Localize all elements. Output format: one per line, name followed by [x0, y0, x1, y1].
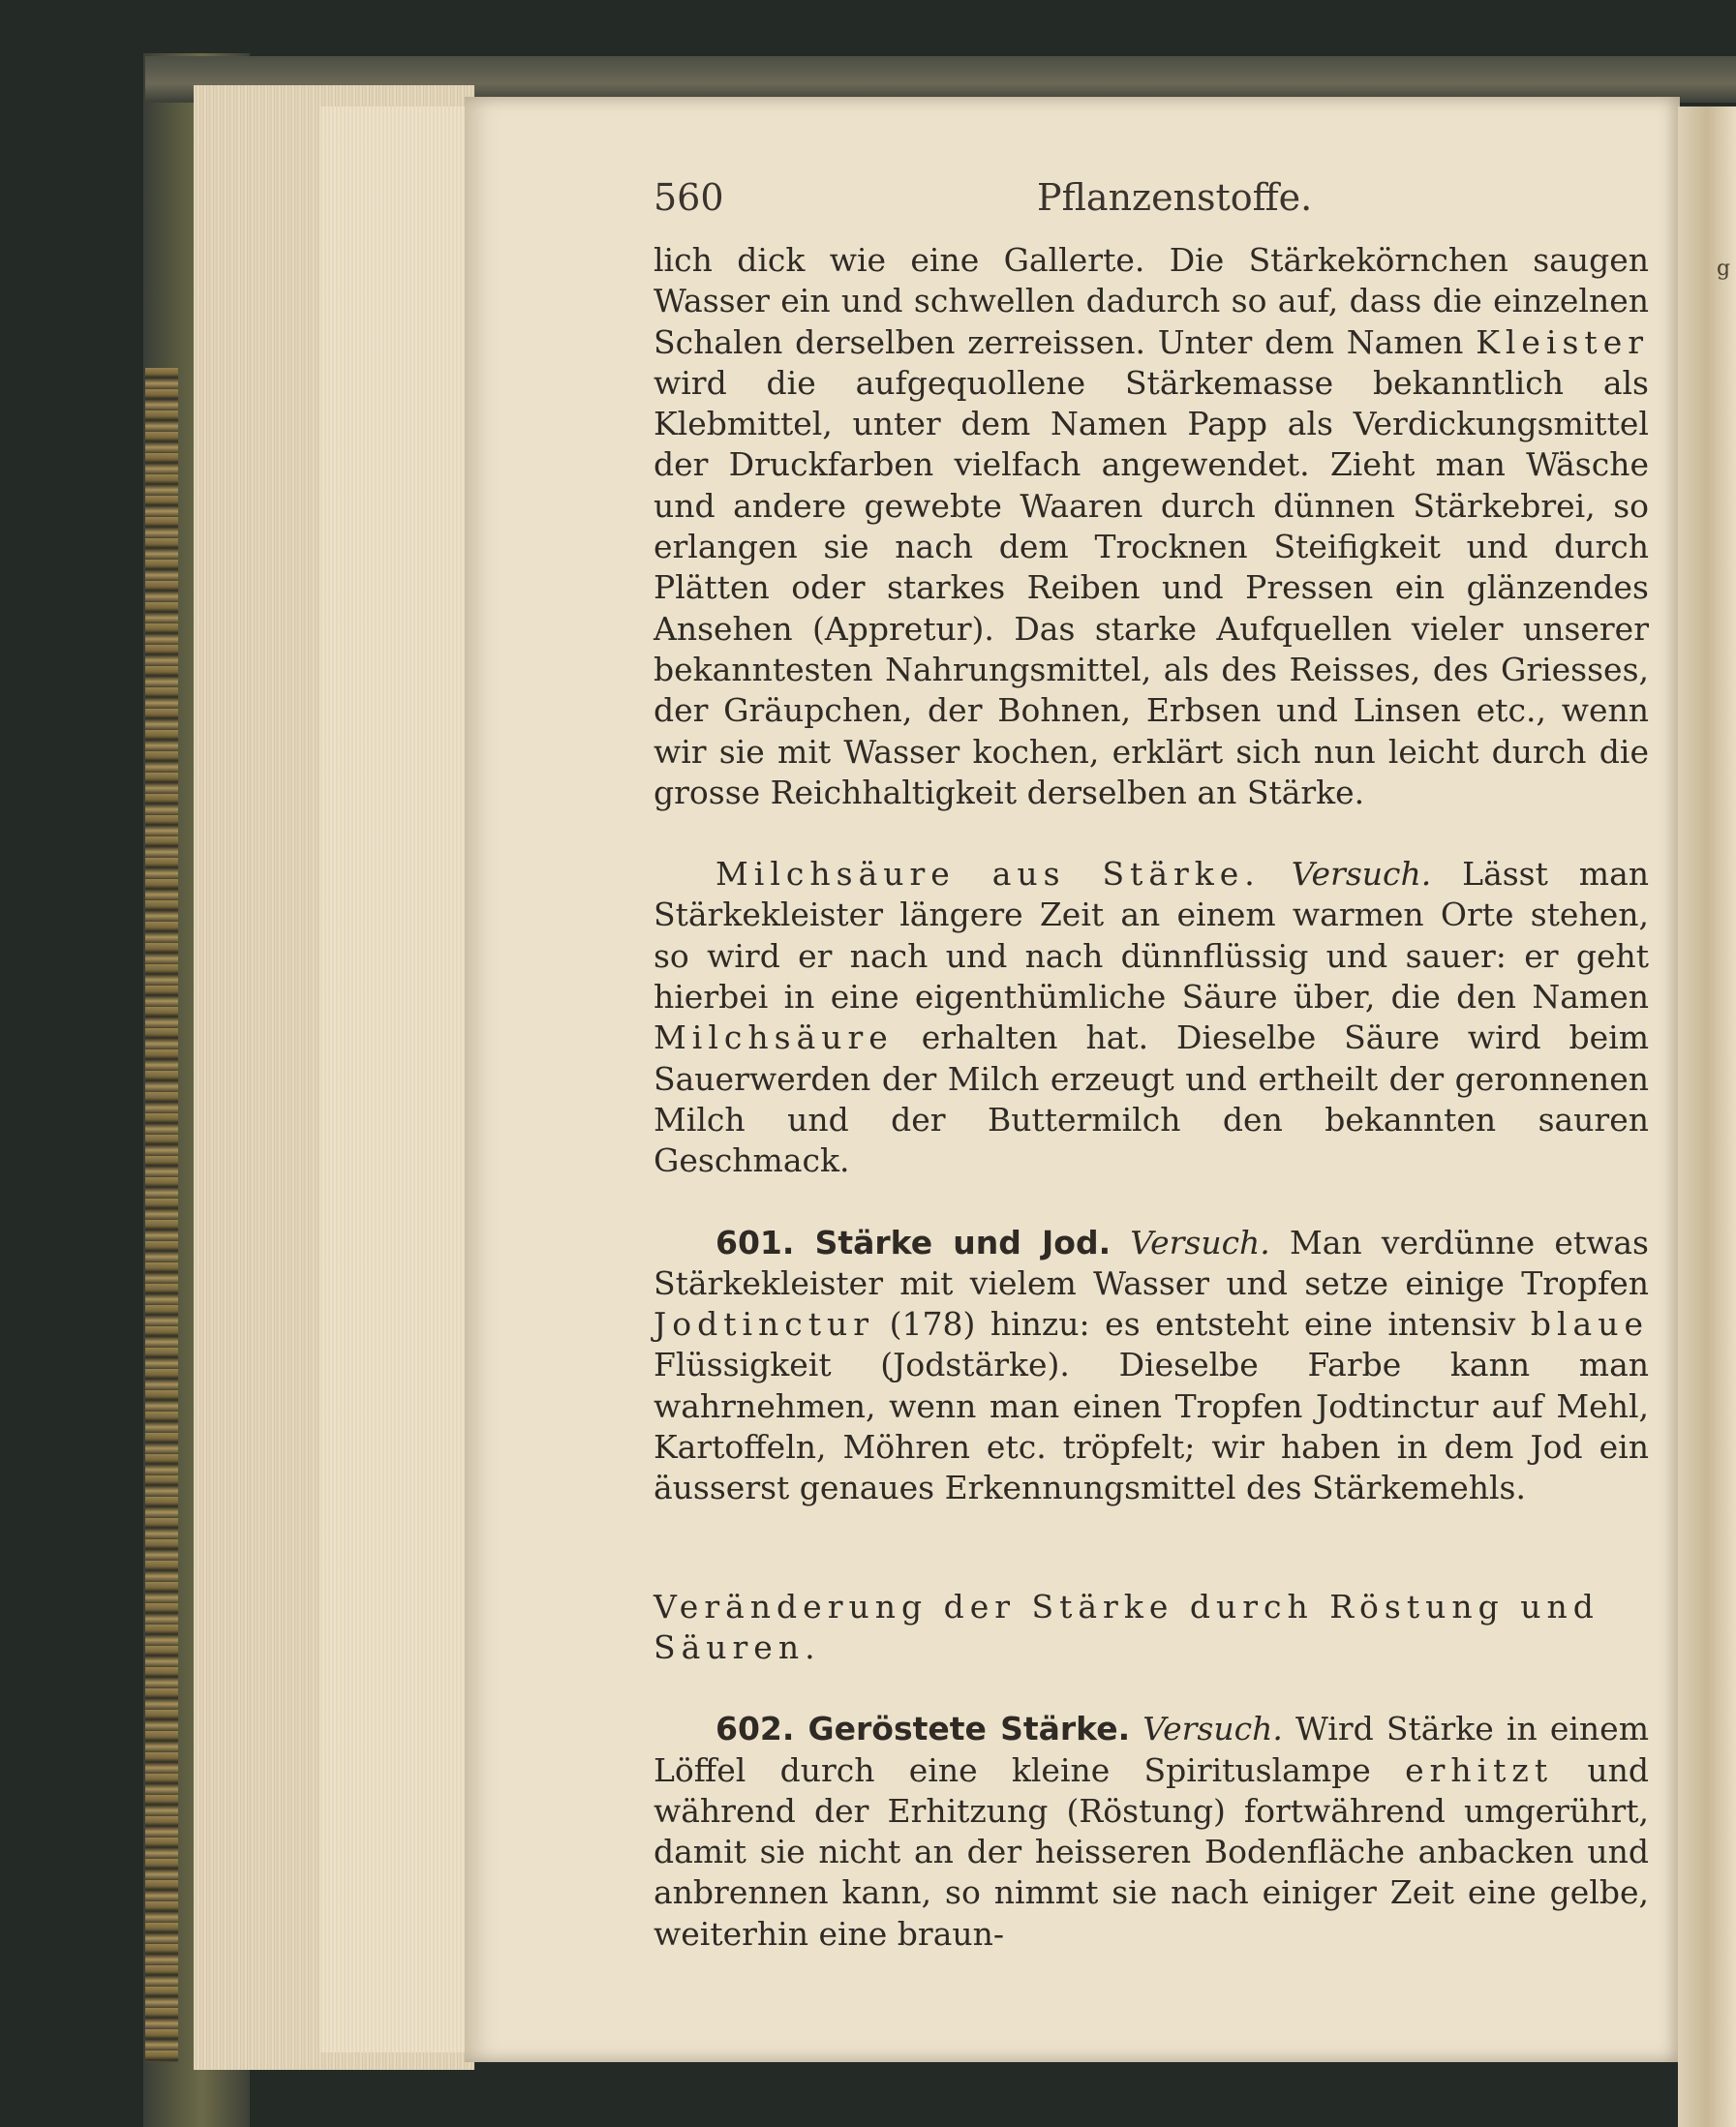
section-title: 601. Stärke und Jod.: [716, 1223, 1112, 1261]
paragraph-4: [654, 1709, 1649, 1955]
versuch-label: Versuch.: [1291, 855, 1432, 894]
versuch-label: Versuch.: [1130, 1223, 1270, 1261]
section-title: Milchsäure aus Stärke.: [716, 855, 1261, 894]
spine-decoration: [145, 368, 178, 2062]
text-run: Man verdünne etwas Stärkekleister mit vielem Wasser und setze einige Tropfen: [654, 1223, 1649, 1302]
text-run: wird die aufgequollene Stärkemasse bekanntlich als Klebmittel, unter dem Namen Papp als Verdickungsmittel der Druckfarben vielfach angewendet. Zieht man Wäsche und andere gewebte Waaren durch dünnen Stärkebrei, so erlangen sie nach dem Trocknen Steifigkeit und durch Plätten oder starkes Reiben und Pressen ein glänzendes Ansehen (Appretur). Das starke Aufquellen vieler unserer bekanntesten Nahrungsmittel, als des Reisses, des Griesses, der Gräupchen, der Bohnen, Erbsen und Linsen etc., wenn wir sie mit Wasser kochen, erklärt sich nun leicht durch die grosse Reichhaltigkeit derselben an Stärke.: [654, 363, 1649, 811]
text-run: lich dick wie eine Gallerte. Die Stärkekörnchen saugen Wasser ein und schwellen dadurch so auf, dass die einzelnen Schalen derselben zerreissen. Unter dem Namen: [654, 241, 1649, 361]
running-head: [654, 176, 1313, 225]
emphasis: Milchsäure: [654, 1018, 894, 1057]
text-run: (178) hinzu: es entsteht eine intensiv: [874, 1305, 1531, 1344]
page-edges-inner: [320, 106, 470, 2052]
text-run: Flüssigkeit (Jodstärke). Dieselbe Farbe kann man wahrnehmen, wenn man einen Tropfen Jodtinctur auf Mehl, Kartoffeln, Möhren etc. tröpfelt; wir haben in dem Jod ein äusserst genaues Erkennungsmittel des Stärkemehls.: [654, 1346, 1649, 1507]
text-run: Wird Stärke in einem Löffel durch eine kleine Spirituslampe: [654, 1710, 1649, 1789]
emphasis: blaue: [1530, 1305, 1649, 1344]
facing-page-edge: [1678, 106, 1736, 2127]
paragraph-2: [654, 854, 1649, 1181]
paragraph-3: [654, 1223, 1649, 1509]
facing-page-glyph: g: [1717, 257, 1731, 281]
text-run: Lässt man Stärkekleister längere Zeit an einem warmen Orte stehen, so wird er nach und nach dünnflüssig und sauer: er geht hierbei in eine eigenthümliche Säure über, die den Namen: [654, 855, 1649, 1017]
emphasis: Jodtinctur: [654, 1305, 875, 1344]
emphasis: erhitzt: [1405, 1750, 1554, 1789]
text-run: erhalten hat. Dieselbe Säure wird beim Sauerwerden der Milch erzeugt und ertheilt der geronnenen Milch und der Buttermilch den bekannten sauren Geschmack.: [654, 1018, 1649, 1180]
page-number: 560: [654, 176, 724, 219]
emphasis: Kleister: [1476, 322, 1649, 361]
section-heading: Veränderung der Stärke durch Röstung und Säuren.: [654, 1587, 1599, 1666]
page-body: [654, 240, 1649, 1955]
paragraph-1: [654, 240, 1649, 813]
text-run: und während der Erhitzung (Röstung) fortwährend umgerührt, damit sie nicht an der heisseren Bodenfläche anbacken und anbrennen kann, so nimmt sie nach einiger Zeit eine gelbe, weiterhin eine braun-: [654, 1750, 1649, 1953]
versuch-label: Versuch.: [1142, 1710, 1283, 1748]
page-title: Pflanzenstoffe.: [1037, 176, 1313, 219]
section-title: 602. Geröstete Stärke.: [716, 1710, 1131, 1748]
